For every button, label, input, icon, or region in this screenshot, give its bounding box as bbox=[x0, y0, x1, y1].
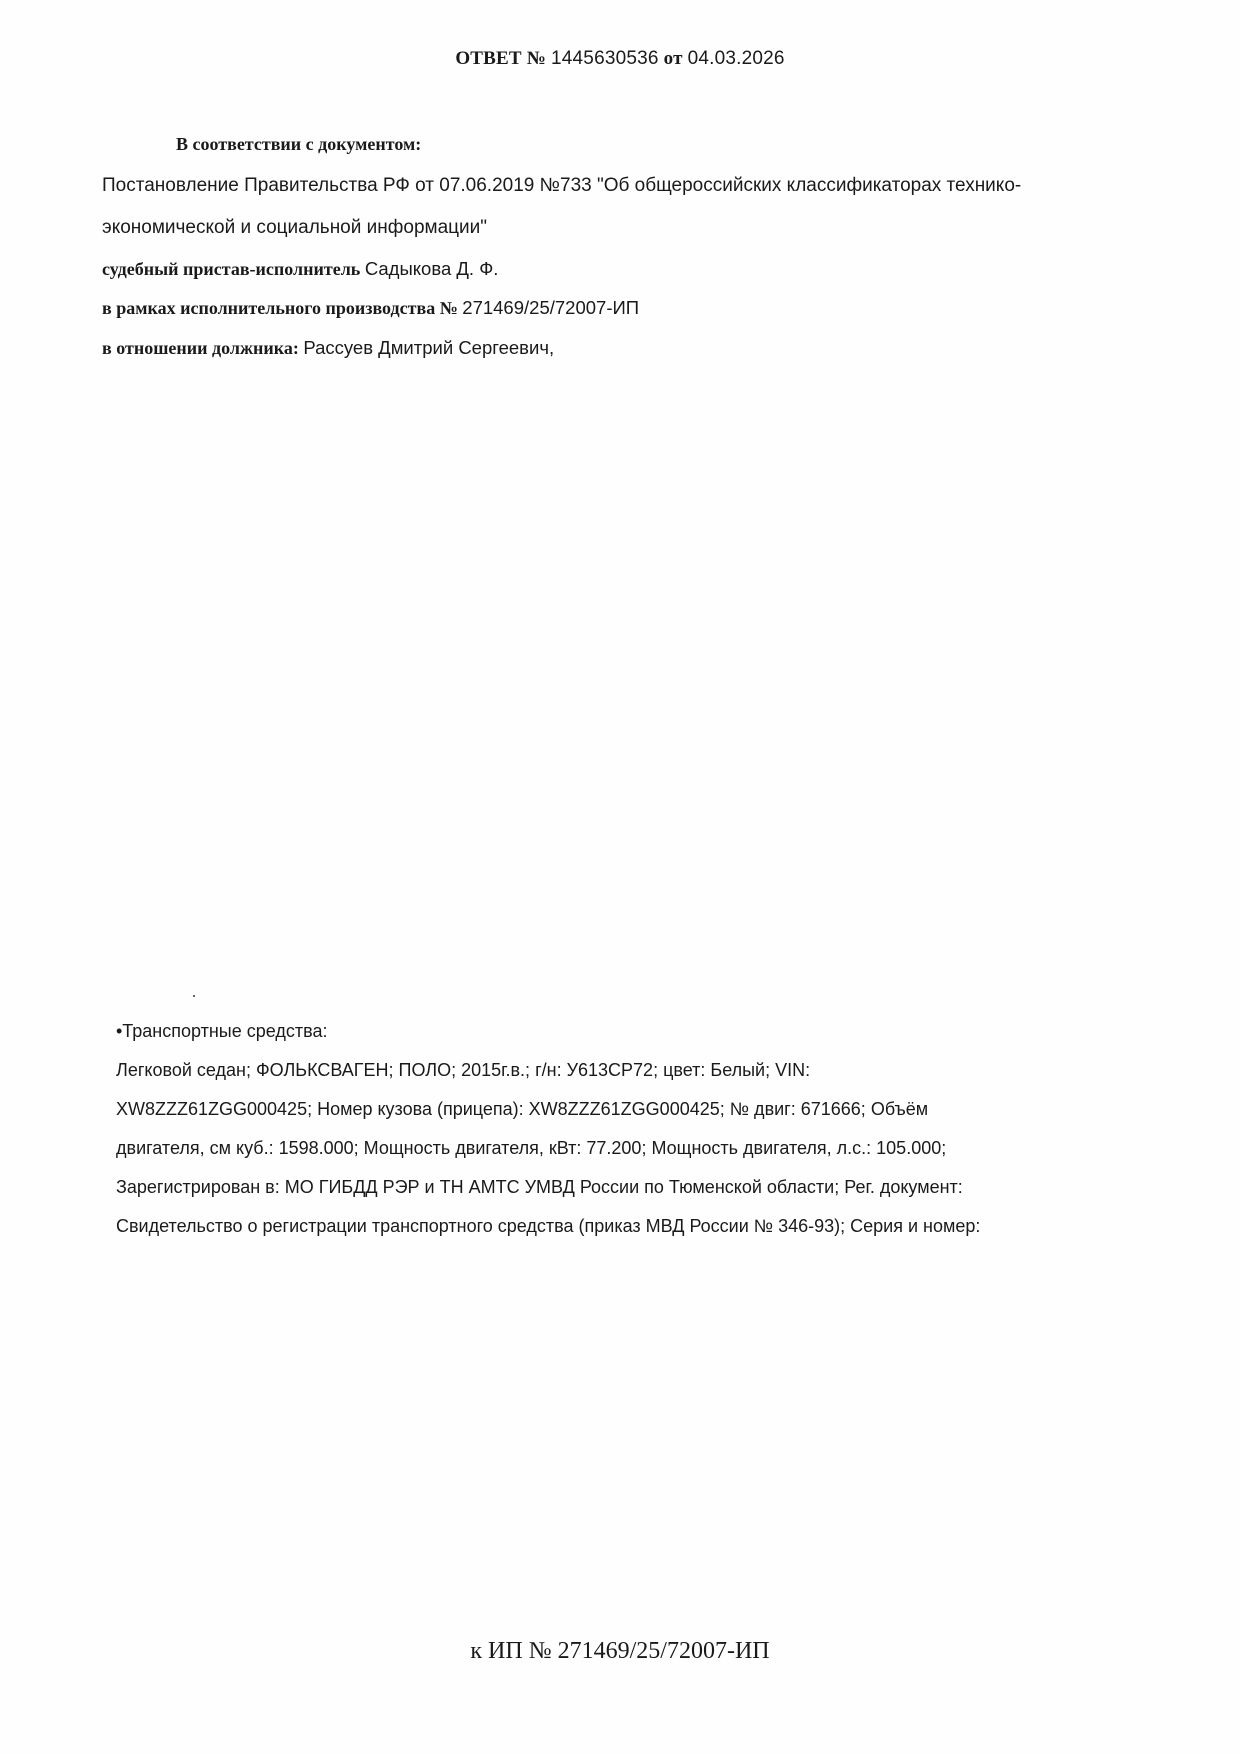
bailiff-value: Садыкова Д. Ф. bbox=[364, 258, 499, 279]
header-number: 1445630536 bbox=[551, 48, 659, 69]
proceeding-label: в рамках исполнительного производства № bbox=[102, 298, 458, 318]
bailiff-label: судебный пристав-исполнитель bbox=[102, 259, 361, 279]
vehicle-line: XW8ZZZ61ZGG000425; Номер кузова (прицепа): XW8ZZZ61ZGG000425; № двиг: 671666; Объём bbox=[116, 1099, 929, 1119]
header-prefix: ОТВЕТ № bbox=[455, 48, 547, 69]
vehicles-heading: •Транспортные средства: bbox=[116, 1021, 328, 1041]
vehicle-line: Легковой седан; ФОЛЬКСВАГЕН; ПОЛО; 2015г.в.; г/н: У613СР72; цвет: Белый; VIN: bbox=[116, 1060, 811, 1080]
document-footer: к ИП № 271469/25/72007-ИП bbox=[470, 1638, 770, 1664]
vehicles-section bbox=[116, 1012, 1156, 1246]
proceeding-row bbox=[102, 297, 639, 319]
intro-heading: В соответствии с документом: bbox=[176, 134, 422, 154]
vehicle-line: Зарегистрирован в: МО ГИБДД РЭР и ТН АМТС УМВД России по Тюменской области; Рег. документ: bbox=[116, 1177, 963, 1197]
decree-text: Постановление Правительства РФ от 07.06.2019 №733 "Об общероссийских классификаторах технико-экономической и социальной информации" bbox=[102, 175, 1022, 238]
stray-dot bbox=[193, 995, 195, 997]
bailiff-row bbox=[102, 258, 498, 280]
vehicle-line: Свидетельство о регистрации транспортного средства (приказ МВД России № 346-93); Серия и номер: bbox=[116, 1216, 981, 1236]
document-header bbox=[0, 48, 1240, 70]
vehicle-line: двигателя, см куб.: 1598.000; Мощность двигателя, кВт: 77.200; Мощность двигателя, л.с.: 105.000; bbox=[116, 1138, 947, 1158]
debtor-label: в отношении должника: bbox=[102, 338, 299, 358]
proceeding-value: 271469/25/72007-ИП bbox=[462, 297, 640, 318]
debtor-row bbox=[102, 337, 554, 359]
header-date: 04.03.2026 bbox=[687, 48, 785, 69]
debtor-value: Рассуев Дмитрий Сергеевич, bbox=[303, 337, 555, 358]
header-from: от bbox=[663, 48, 683, 69]
